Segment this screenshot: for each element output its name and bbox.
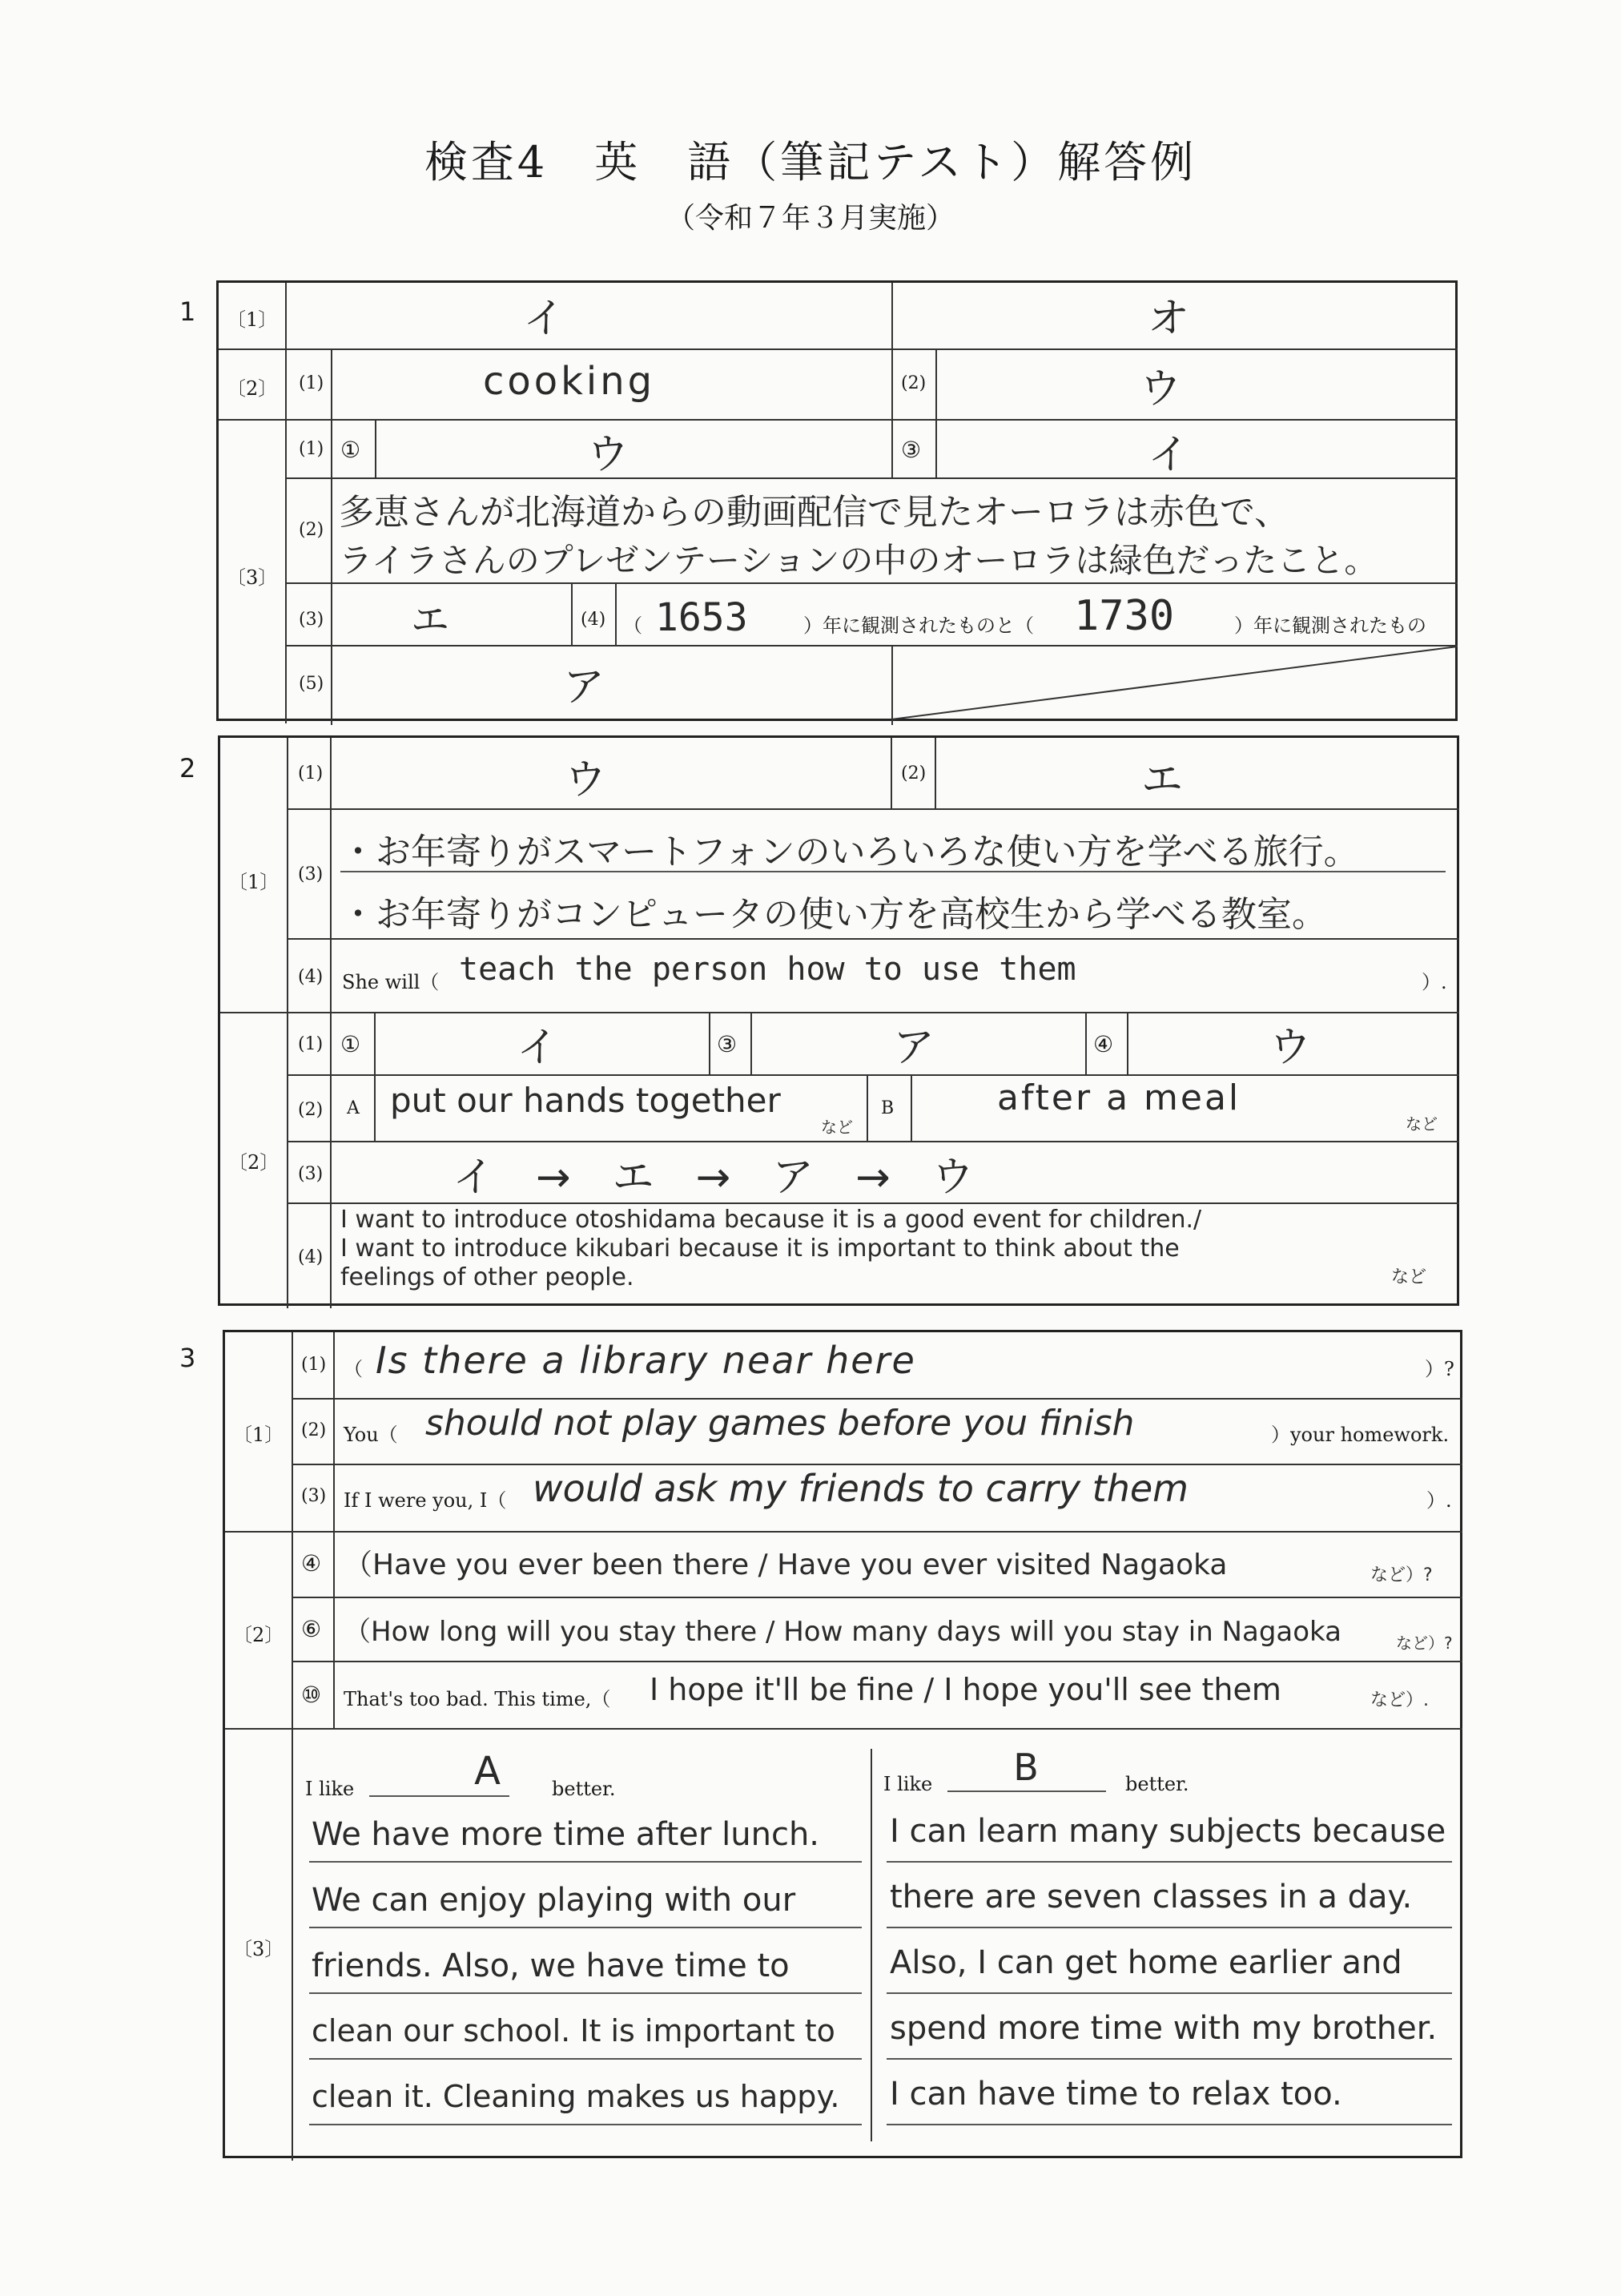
circle-number: ④ bbox=[1093, 1031, 1114, 1057]
circle-number: ③ bbox=[901, 437, 922, 463]
question-number-2: 2 bbox=[179, 753, 196, 783]
prompt-text: better. bbox=[1125, 1773, 1189, 1795]
essay-right-line: there are seven classes in a day. bbox=[890, 1879, 1413, 1915]
answer-1-3-4-b-value: 1730 bbox=[1074, 592, 1175, 640]
nado-note: など bbox=[1391, 1267, 1427, 1287]
diagonal-line bbox=[891, 645, 1458, 721]
item-number: (5) bbox=[299, 674, 324, 694]
choice-right: B bbox=[1013, 1746, 1039, 1789]
answer-3-2-10: I hope it'll be fine / I hope you'll see them bbox=[650, 1672, 1281, 1707]
answer-3-2-6: （How long will you stay there / How many days will you stay in Nagaoka bbox=[344, 1616, 1341, 1648]
essay-right-line: I can learn many subjects because bbox=[890, 1813, 1446, 1850]
essay-left-line: friends. Also, we have time to bbox=[312, 1948, 790, 1984]
item-number: (2) bbox=[901, 373, 927, 393]
question-number-1: 1 bbox=[179, 296, 196, 327]
answer-1-1-right: オ bbox=[1148, 295, 1190, 343]
prompt-text: I like bbox=[883, 1773, 933, 1795]
label-a: A bbox=[347, 1098, 360, 1118]
answer-2-2-1-3: ア bbox=[893, 1024, 935, 1072]
answer-2-2-4-line3: feelings of other people. bbox=[340, 1263, 634, 1291]
answer-2-1-3-line2: ・お年寄りがコンピュータの使い方を高校生から学べる教室。 bbox=[340, 894, 1327, 935]
item-number: (3) bbox=[298, 864, 324, 884]
label-b: B bbox=[881, 1098, 895, 1118]
page-title: 検査4 英 語（筆記テスト）解答例 bbox=[424, 137, 1197, 187]
answer-1-2-2: ウ bbox=[1140, 365, 1182, 413]
answer-1-2-1: cooking bbox=[483, 359, 656, 404]
prompt-text: ）your homework. bbox=[1271, 1424, 1450, 1446]
circle-number: ③ bbox=[717, 1031, 738, 1057]
choice-left: A bbox=[474, 1749, 501, 1794]
nado-note: など）. bbox=[1370, 1690, 1429, 1710]
essay-left-line: We have more time after lunch. bbox=[312, 1816, 820, 1853]
prompt-text: She will（ bbox=[342, 971, 440, 993]
sub-label-2: 〔2〕 bbox=[227, 377, 278, 400]
bracket: ）. bbox=[1422, 971, 1447, 993]
nado-note: など）? bbox=[1396, 1633, 1453, 1653]
bracket: ）? bbox=[1425, 1358, 1454, 1380]
item-number: (4) bbox=[298, 967, 324, 987]
answer-1-3-1-3: イ bbox=[1148, 431, 1190, 479]
question-3-box bbox=[223, 1330, 1462, 2158]
answer-1-3-5: ア bbox=[563, 663, 605, 711]
circle-number: ① bbox=[340, 437, 361, 463]
sub-label-3: 〔3〕 bbox=[233, 1938, 284, 1960]
sub-label-1: 〔1〕 bbox=[227, 308, 278, 331]
question-1-box bbox=[216, 280, 1458, 721]
circle-number: ① bbox=[340, 1031, 361, 1057]
answer-2-2-4-line1: I want to introduce otoshidama because it is a good event for children./ bbox=[340, 1206, 1202, 1234]
essay-right-line: Also, I can get home earlier and bbox=[890, 1944, 1402, 1981]
page-subtitle: （令和７年３月実施） bbox=[666, 202, 955, 235]
sub-label-1: 〔1〕 bbox=[228, 871, 280, 893]
question-2-box bbox=[218, 735, 1459, 1306]
answer-2-1-2: エ bbox=[1141, 756, 1184, 804]
answer-3-1-3: would ask my friends to carry them bbox=[533, 1467, 1189, 1510]
answer-1-3-2-line1: 多恵さんが北海道からの動画配信で見たオーロラは赤色で、 bbox=[339, 492, 1290, 533]
item-number: (1) bbox=[301, 1355, 327, 1375]
nado-note: など）? bbox=[1370, 1565, 1433, 1585]
question-number-3: 3 bbox=[179, 1343, 196, 1373]
bracket: （ bbox=[623, 614, 642, 637]
circle-number: ⑥ bbox=[301, 1616, 322, 1642]
item-number: (1) bbox=[298, 1034, 324, 1054]
item-number: (1) bbox=[298, 763, 324, 783]
item-number: (2) bbox=[299, 520, 324, 540]
sub-label-2: 〔2〕 bbox=[228, 1151, 280, 1174]
answer-1-1-left: イ bbox=[523, 295, 565, 343]
answer-2-2-2-a: put our hands together bbox=[390, 1081, 781, 1120]
item-number: (4) bbox=[581, 610, 606, 630]
item-number: (3) bbox=[301, 1486, 327, 1506]
circle-number: ⑩ bbox=[301, 1682, 322, 1708]
item-number: (1) bbox=[299, 373, 324, 393]
prompt-text: I like bbox=[305, 1778, 355, 1800]
answer-3-1-2: should not play games before you finish bbox=[425, 1403, 1135, 1444]
answer-1-3-4-a: 1653 bbox=[655, 595, 748, 640]
answer-1-3-2-line2: ライラさんのプレゼンテーションの中のオーロラは緑色だったこと。 bbox=[339, 541, 1378, 580]
prompt-text: better. bbox=[552, 1778, 616, 1800]
answer-2-2-4-line2: I want to introduce kikubari because it is important to think about the bbox=[340, 1235, 1180, 1263]
answer-2-2-2-b: after a meal bbox=[997, 1078, 1241, 1118]
answer-1-3-3: エ bbox=[411, 598, 450, 642]
nado-note: など bbox=[1406, 1114, 1438, 1134]
sub-label-3: 〔3〕 bbox=[227, 566, 278, 589]
sub-label-2: 〔2〕 bbox=[233, 1624, 284, 1646]
essay-right-line: I can have time to relax too. bbox=[890, 2076, 1342, 2113]
prompt-text: If I were you, I（ bbox=[344, 1489, 507, 1512]
answer-2-2-1-4: ウ bbox=[1269, 1024, 1312, 1072]
bracket: （ bbox=[344, 1358, 363, 1380]
sub-label-1: 〔1〕 bbox=[233, 1424, 284, 1446]
item-number: (2) bbox=[301, 1420, 327, 1440]
prompt-text: You（ bbox=[344, 1424, 398, 1446]
essay-left-line: clean it. Cleaning makes us happy. bbox=[312, 2079, 840, 2114]
item-number: (3) bbox=[299, 610, 324, 630]
prompt-text: ）年に観測されたものと（ bbox=[803, 614, 1034, 637]
answer-1-3-1-1: ウ bbox=[587, 431, 629, 479]
nado-note: など bbox=[821, 1118, 853, 1137]
essay-right-line: spend more time with my brother. bbox=[890, 2010, 1438, 2047]
essay-left-line: clean our school. It is important to bbox=[312, 2013, 835, 2048]
item-number: (2) bbox=[901, 763, 927, 783]
circle-number: ④ bbox=[301, 1550, 322, 1577]
answer-2-1-4: teach the person how to use them bbox=[459, 951, 1076, 988]
answer-2-2-1-1: イ bbox=[517, 1024, 559, 1072]
answer-2-1-1: ウ bbox=[565, 756, 607, 804]
prompt-text: That's too bad. This time,（ bbox=[344, 1688, 611, 1710]
answer-3-2-4: （Have you ever been there / Have you ever visited Nagaoka bbox=[344, 1549, 1228, 1581]
bracket: ）. bbox=[1426, 1489, 1452, 1512]
item-number: (2) bbox=[298, 1100, 324, 1120]
item-number: (4) bbox=[298, 1247, 324, 1267]
answer-2-1-3-line1: ・お年寄りがスマートフォンのいろいろな使い方を学べる旅行。 bbox=[340, 832, 1359, 872]
item-number: (1) bbox=[299, 439, 324, 459]
item-number: (3) bbox=[298, 1164, 324, 1184]
prompt-text: ）年に観測されたもの bbox=[1234, 614, 1426, 637]
answer-3-1-1: Is there a library near here bbox=[376, 1339, 916, 1382]
essay-left-line: We can enjoy playing with our bbox=[312, 1882, 796, 1919]
answer-2-2-3: イ → エ → ア → ウ bbox=[453, 1154, 974, 1202]
